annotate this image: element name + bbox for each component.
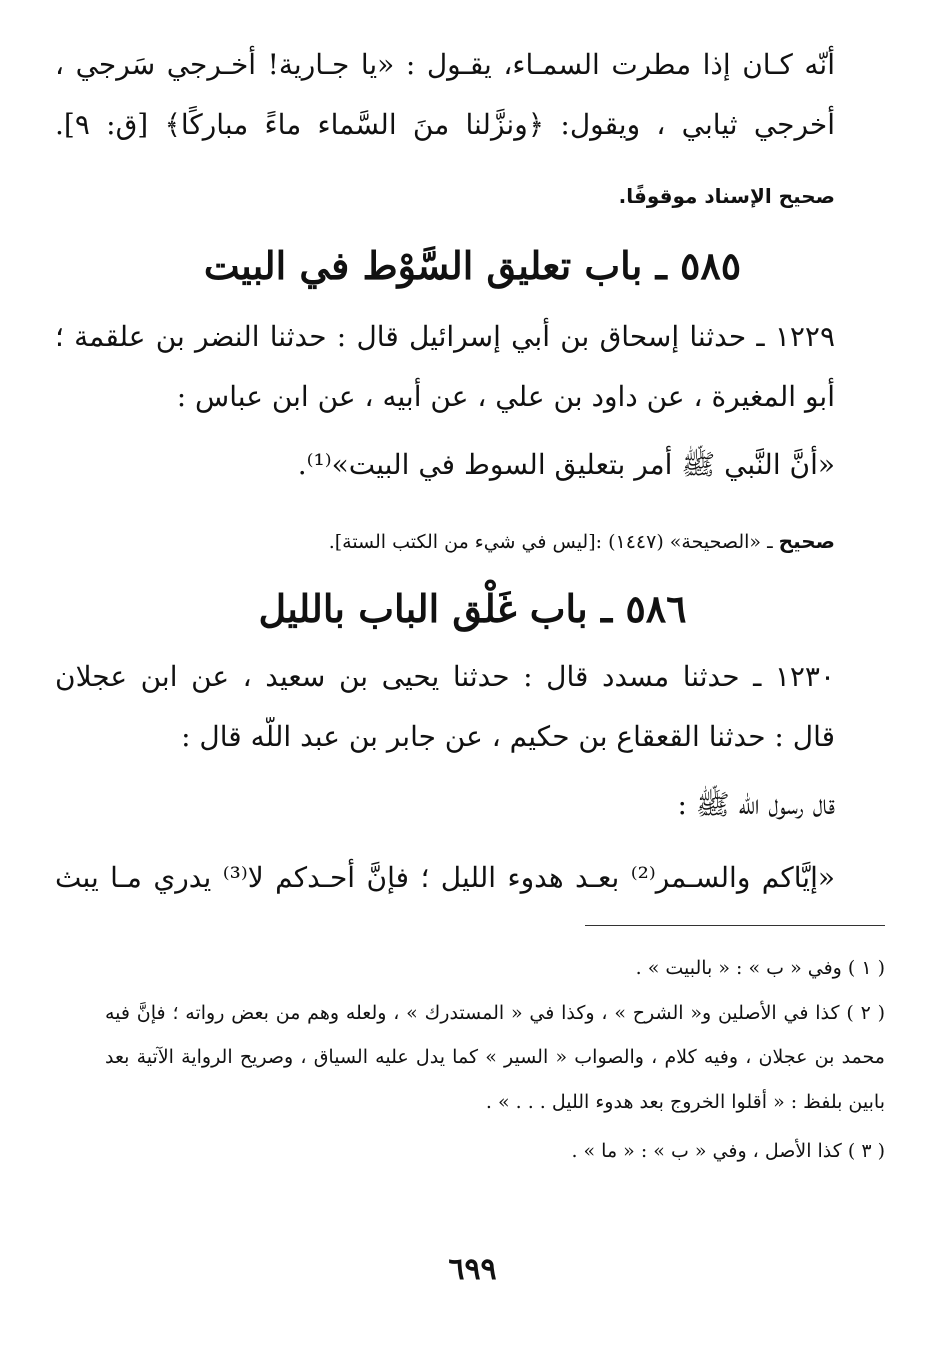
footnote: ( ٣ ) كذا الأصل ، وفي « ب » : « ما » . (571, 1140, 885, 1162)
footnote-separator (585, 925, 885, 926)
body-line: أنّه كـان إذا مطرت السمـاء، يقـول : «يا جـارية! أخـرجي سَرجي ، (55, 48, 835, 81)
hadith-text: أبو المغيرة ، عن داود بن علي ، عن أبيه ، عن ابن عباس : (176, 380, 835, 413)
footnote: ( ٢ ) كذا في الأصلين و« الشرح » ، وكذا في « المستدرك » ، ولعله وهم من بعض رواته ؛ فإنَّ فيه (105, 1002, 885, 1024)
hadith-text: قال رسول اللّه ﷺ : (677, 788, 835, 821)
grade-reference: ـ «الصحيحة» (١٤٤٧) :[ليس في شيء من الكتب الستة]. (328, 531, 779, 553)
chapter-heading: ٥٨٥ ـ باب تعليق السَّوْط في البيت (203, 243, 742, 288)
chapter-heading: ٥٨٦ ـ باب غَلْق الباب بالليل (258, 586, 687, 631)
hadith-matn: «أنَّ النَّبي ﷺ أمر بتعليق السوط في البيت»⁽¹⁾. (297, 448, 835, 481)
body-line: أخرجي ثيابي ، ويقول: ﴿ونزَّلنا منَ السَّماء ماءً مباركًا﴾ [ق: ٩]. (55, 108, 835, 141)
footnote: محمد بن عجلان ، وفيه كلام ، والصواب « السير » كما يدل عليه السياق ، وصريح الرواية الآتية بعد (105, 1046, 885, 1068)
page-number: ٦٩٩ (448, 1252, 497, 1287)
hadith-text: ١٢٣٠ ـ حدثنا مسدد قال : حدثنا يحيى بن سعيد ، عن ابن عجلان (55, 660, 835, 693)
hadith-grade: صحيح الإسناد موقوفًا. (618, 184, 835, 208)
hadith-matn: «إيَّاكم والسـمر⁽²⁾ بعـد هدوء الليل ؛ فإنَّ أحـدكم لا⁽³⁾ يدري مـا يبث (55, 861, 835, 894)
footnote: ( ١ ) وفي « ب » : « بالبيت » . (635, 957, 885, 979)
footnote: بابين بلفظ : « أقلوا الخروج بعد هدوء الليل . . . » . (485, 1091, 885, 1113)
hadith-text: قال : حدثنا القعقاع بن حكيم ، عن جابر بن عبد اللّه قال : (181, 720, 835, 753)
hadith-text: ١٢٢٩ ـ حدثنا إسحاق بن أبي إسرائيل قال : حدثنا النضر بن علقمة ؛ (55, 320, 835, 353)
hadith-grade (55, 522, 835, 559)
grade-word: صحيح (778, 529, 835, 553)
